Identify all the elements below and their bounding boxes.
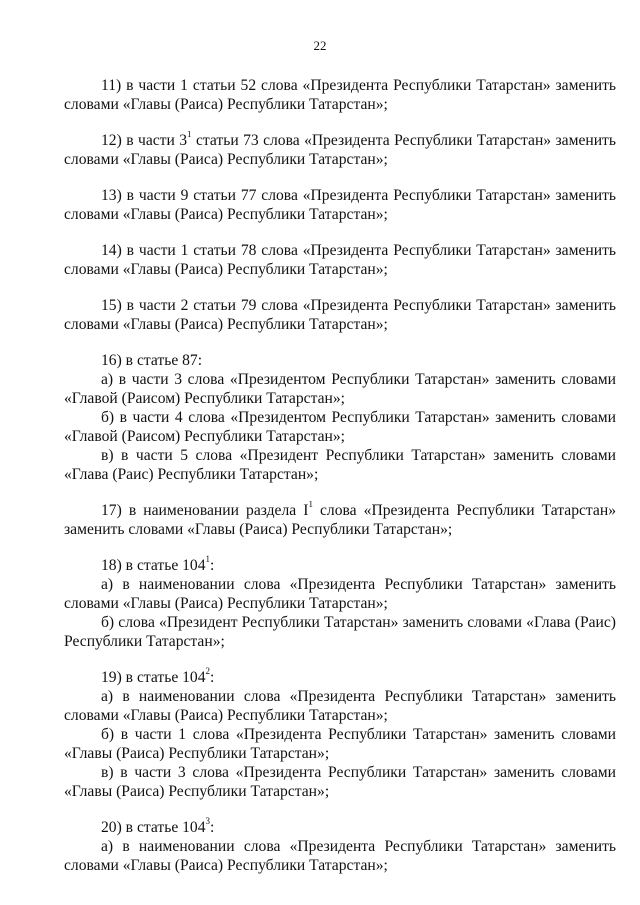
item-20-heading-text: 20) в статье 104 — [101, 819, 206, 836]
item-18-superscript: 1 — [205, 553, 211, 564]
item-19-heading-colon: : — [210, 669, 215, 686]
item-13 — [64, 186, 616, 224]
item-12-text-b: статьи 73 слова «Президента Республики Татарстан» заменить — [191, 132, 616, 149]
item-19-superscript: 2 — [205, 665, 211, 676]
item-17-line-1 — [64, 501, 616, 520]
item-19-heading — [64, 665, 616, 687]
item-15-line-2: словами «Главы (Раиса) Республики Татарстан»; — [64, 316, 388, 333]
item-12-line-1 — [64, 131, 616, 150]
item-17-text-a: 17) в наименовании раздела I — [101, 502, 309, 519]
item-18-heading-text: 18) в статье 104 — [101, 557, 206, 574]
item-16-b-line-2: «Главой (Раисом) Республики Татарстан»; — [64, 428, 345, 445]
item-20 — [64, 815, 616, 875]
item-16-a-line-1: а) в части 3 слова «Президентом Республики Татарстан» заменить словами — [101, 371, 616, 388]
item-11-line-1: 11) в части 1 статьи 52 слова «Президента Республики Татарстан» заменить — [101, 77, 616, 94]
item-18 — [64, 553, 616, 651]
page-number: 22 — [313, 38, 327, 53]
item-15-line-1: 15) в части 2 статьи 79 слова «Президента Республики Татарстан» заменить — [101, 297, 616, 314]
item-13-line-1: 13) в части 9 статьи 77 слова «Президента Республики Татарстан» заменить — [101, 187, 616, 204]
item-17-text-b: слова «Президента Республики Татарстан» — [312, 502, 616, 519]
item-19-b-line-1: б) в части 1 слова «Президента Республики Татарстан» заменить словами — [101, 726, 616, 743]
item-11 — [64, 76, 616, 114]
item-20-superscript: 3 — [205, 815, 211, 826]
item-14-line-1: 14) в части 1 статьи 78 слова «Президента Республики Татарстан» заменить — [101, 242, 616, 259]
item-16-c-line-2: «Глава (Раис) Республики Татарстан»; — [64, 466, 319, 483]
item-18-b-line-1: б) слова «Президент Республики Татарстан» заменить словами «Глава (Раис) — [101, 614, 616, 631]
item-12-line-2: словами «Главы (Раиса) Республики Татарстан»; — [64, 151, 388, 168]
item-17-superscript: 1 — [308, 501, 313, 509]
item-18-heading — [64, 553, 616, 575]
item-18-a-line-2: словами «Главы (Раиса) Республики Татарстан»; — [64, 595, 388, 612]
item-19-a-line-1: а) в наименовании слова «Президента Республики Татарстан» заменить — [101, 688, 616, 705]
item-20-a-line-2: словами «Главы (Раиса) Республики Татарстан»; — [64, 857, 388, 874]
item-20-a-line-1: а) в наименовании слова «Президента Республики Татарстан» заменить — [101, 838, 616, 855]
item-14-line-2: словами «Главы (Раиса) Республики Татарстан»; — [64, 261, 388, 278]
item-17-line-2: заменить словами «Главы (Раиса) Республики Татарстан»; — [64, 521, 453, 538]
item-12-text-a: 12) в части 3 — [101, 132, 188, 149]
item-17 — [64, 501, 616, 539]
item-16-heading: 16) в статье 87: — [101, 352, 203, 369]
item-19-heading-text: 19) в статье 104 — [101, 669, 206, 686]
item-16-b-line-1: б) в части 4 слова «Президентом Республики Татарстан» заменить словами — [101, 409, 616, 426]
item-13-line-2: словами «Главы (Раиса) Республики Татарстан»; — [64, 206, 388, 223]
item-16-a-line-2: «Главой (Раисом) Республики Татарстан»; — [64, 390, 345, 407]
item-12 — [64, 131, 616, 169]
item-19 — [64, 665, 616, 801]
item-19-b-line-2: «Главы (Раиса) Республики Татарстан»; — [64, 745, 330, 762]
item-19-c-line-2: «Главы (Раиса) Республики Татарстан»; — [64, 783, 330, 800]
item-11-line-2: словами «Главы (Раиса) Республики Татарстан»; — [64, 96, 388, 113]
document-body — [64, 76, 616, 892]
item-20-heading — [64, 815, 616, 837]
item-15 — [64, 296, 616, 334]
item-20-heading-colon: : — [210, 819, 215, 836]
item-18-b-line-2: Республики Татарстан»; — [64, 633, 225, 650]
item-12-superscript: 1 — [187, 131, 192, 139]
item-16-c-line-1: в) в части 5 слова «Президент Республики Татарстан» заменить словами — [101, 447, 616, 464]
item-18-heading-colon: : — [210, 557, 215, 574]
item-14 — [64, 241, 616, 279]
item-19-c-line-1: в) в части 3 слова «Президента Республики Татарстан» заменить словами — [101, 764, 616, 781]
item-19-a-line-2: словами «Главы (Раиса) Республики Татарстан»; — [64, 707, 388, 724]
item-18-a-line-1: а) в наименовании слова «Президента Республики Татарстан» заменить — [101, 576, 616, 593]
item-16 — [64, 351, 616, 484]
